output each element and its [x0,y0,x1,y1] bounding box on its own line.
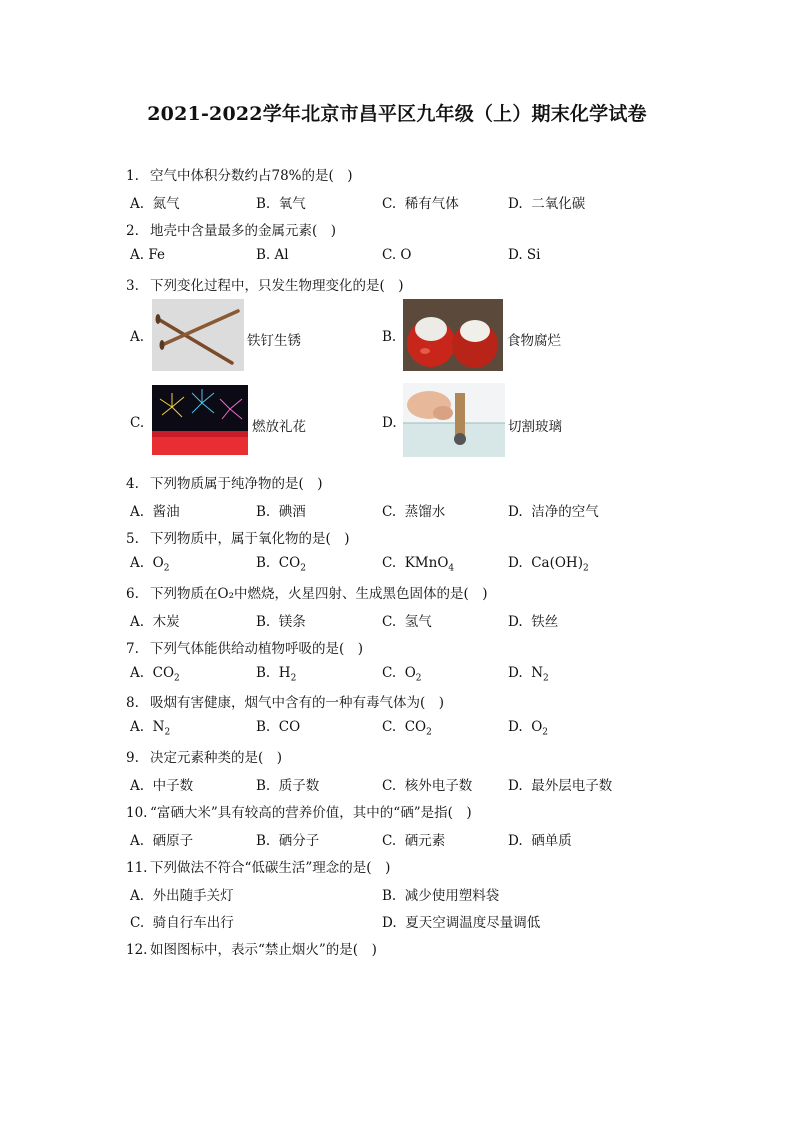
question-text: 空气中体积分数约占78%的是( ) [150,168,353,184]
option-a: A. $O_2$ [130,555,170,574]
option-b: B. 质子数 [256,778,320,794]
question-3 [126,274,404,294]
option-d: D. 夏天空调温度尽量调低 [382,915,541,931]
question-1 [126,164,353,184]
option-b: B. 镁条 [256,614,306,630]
option-b: B. CO [256,719,301,735]
question-text: 下列气体能供给动植物呼吸的是( ) [150,641,364,657]
option-c: C. 稀有气体 [382,196,459,212]
question-text: 下列物质中，属于氧化物的是( ) [150,531,350,547]
question-text: 下列做法不符合“低碳生活”理念的是( ) [150,860,391,876]
option-c-text: 燃放礼花 [252,419,306,435]
option-c: C. $CO_2$ [382,719,432,738]
glass-cutting-photo [403,383,505,457]
exam-title: 2021-2022学年北京市昌平区九年级（上）期末化学试卷 [147,103,647,125]
question-9 [126,746,282,766]
option-a-text: 铁钉生锈 [247,333,301,349]
question-text: 如图图标中，表示“禁止烟火”的是( ) [150,942,377,958]
question-4 [126,472,323,492]
option-d: D. 最外层电子数 [508,778,613,794]
question-text: “富硒大米”具有较高的营养价值，其中的“硒”是指( ) [150,805,472,821]
option-a: A. $CO_2$ [130,665,180,684]
option-b-letter: B. [382,329,397,345]
question-number: 9. [126,750,139,766]
question-number: 7. [126,641,139,657]
question-text: 下列物质在O₂中燃烧，火星四射、生成黑色固体的是( ) [150,586,488,602]
question-number: 1. [126,168,139,184]
option-a: A. 中子数 [130,778,194,794]
option-b: B. 氧气 [256,196,306,212]
option-d-letter: D. [382,415,397,431]
option-d: D. 铁丝 [508,614,559,630]
option-b: B. 碘酒 [256,504,306,520]
question-number: 6. [126,586,139,602]
question-number: 2. [126,223,139,239]
option-b: B. 硒分子 [256,833,320,849]
option-d: D. 二氧化碳 [508,196,586,212]
question-text: 吸烟有害健康，烟气中含有的一种有毒气体为( ) [150,695,445,711]
question-11 [126,856,390,876]
option-a: A. 氮气 [130,196,180,212]
question-7 [126,637,363,657]
option-d: D. 洁净的空气 [508,504,599,520]
question-number: 3. [126,278,139,294]
question-number: 11. [126,860,148,876]
question-number: 12. [126,942,148,958]
option-a: A. Fe [130,247,165,263]
option-c: C. 硒元素 [382,833,446,849]
option-d: D. Si [508,247,541,263]
option-c: C. 蒸馏水 [382,504,446,520]
option-c: C. $O_2$ [382,665,422,684]
option-d: D. $N_2$ [508,665,549,684]
option-a: A. 外出随手关灯 [130,888,234,904]
question-text: 地壳中含量最多的金属元素( ) [150,223,337,239]
question-number: 5. [126,531,139,547]
fireworks-photo [152,385,248,455]
option-d: D. $O_2$ [508,719,549,738]
option-b: B. $H_2$ [256,665,297,684]
option-d-text: 切割玻璃 [508,419,562,435]
option-b: B. Al [256,247,289,263]
option-c: C. 氢气 [382,614,432,630]
question-8 [126,691,444,711]
rotten-tomatoes-photo [403,299,503,371]
question-6 [126,582,488,602]
option-b-text: 食物腐烂 [507,333,561,349]
question-text: 决定元素种类的是( ) [150,750,283,766]
option-c: C. 核外电子数 [382,778,473,794]
option-b: B. 减少使用塑料袋 [382,888,500,904]
option-a: A. 木炭 [130,614,180,630]
option-a: A. 硒原子 [130,833,194,849]
option-a: A. $N_2$ [130,719,171,738]
question-text: 下列物质属于纯净物的是( ) [150,476,323,492]
iron-nails-photo [152,299,244,371]
option-d: D. 硒单质 [508,833,572,849]
option-c: C. O [382,247,412,263]
question-5 [126,527,350,547]
question-text: 下列变化过程中，只发生物理变化的是( ) [150,278,404,294]
question-12 [126,938,377,958]
option-d: D. $Ca(OH)_2$ [508,555,589,574]
question-10 [126,801,472,821]
option-c: C. KMnO$_4$ [382,555,455,574]
option-c-letter: C. [130,415,145,431]
option-c: C. 骑自行车出行 [130,915,234,931]
question-number: 10. [126,805,148,821]
question-number: 8. [126,695,139,711]
option-a: A. 酱油 [130,504,180,520]
option-b: B. $CO_2$ [256,555,306,574]
question-2 [126,219,336,239]
option-a-letter: A. [130,329,145,345]
question-number: 4. [126,476,139,492]
